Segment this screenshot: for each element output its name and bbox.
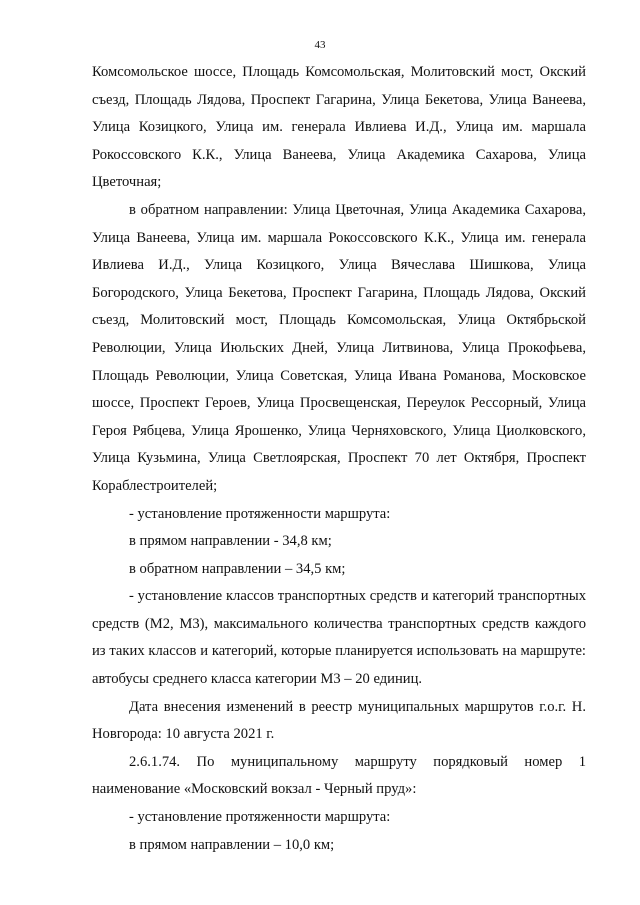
paragraph-vehicle-classes: - установление классов транспортных средств и категорий транспортных средств (М2, М3), максимального количества транспортных средств каждого из таких классов и категорий, которые планируется использовать на маршруте: автобусы среднего класса категории М3 – 20 единиц. [92,588,586,688]
paragraph-reverse-route: в обратном направлении: Улица Цветочная, Улица Академика Сахарова, Улица Ванеева, Улица им. маршала Рокоссовского К.К., Улица им. генерала Ивлиева И.Д., Улица Козицкого, Улица Вячеслава Шишкова, Улица Богородского, Улица Бекетова, Проспект Гагарина, Площадь Лядова, Окский съезд, Молитовский мост, Площадь Комсомольская, Улица Октябрьской Революции, Улица Июльских Дней, Улица Литвинова, Улица Прокофьева, Площадь Революции, Улица Советская, Улица Ивана Романова, Московское шоссе, Проспект Героев, Улица Просвещенская, Переулок Рессорный, Улица Героя Рябцева, Улица Ярошенко, Улица Черняховского, Улица Циолковского, Улица Кузьмина, Улица Светлоярская, Проспект 70 лет Октября, Проспект Кораблестроителей; [92,201,586,494]
document-body [92,59,586,859]
paragraph-forward-route-continuation: Комсомольское шоссе, Площадь Комсомольская, Молитовский мост, Окский съезд, Площадь Лядова, Проспект Гагарина, Улица Бекетова, Улица Ванеева, Улица Козицкого, Улица им. генерала Ивлиева И.Д., Улица им. маршала Рокоссовского К.К., Улица Ванеева, Улица Академика Сахарова, Улица Цветочная; [92,64,586,191]
paragraph-route-1-forward-length: в прямом направлении – 10,0 км; [129,836,335,853]
page-number: 43 [314,39,326,51]
paragraph-registry-change-date: Дата внесения изменений в реестр муниципальных маршрутов г.о.г. Н. Новгорода: 10 августа 2021 г. [92,698,586,743]
paragraph-route-1-length-heading: - установление протяженности маршрута: [129,809,391,826]
paragraph-reverse-length: в обратном направлении – 34,5 км; [129,560,346,577]
paragraph-forward-length: в прямом направлении - 34,8 км; [129,533,332,550]
paragraph-route-length-heading: - установление протяженности маршрута: [129,505,391,522]
paragraph-route-1-section: 2.6.1.74. По муниципальному маршруту порядковый номер 1 наименование «Московский вокзал - Черный пруд»: [92,753,586,798]
